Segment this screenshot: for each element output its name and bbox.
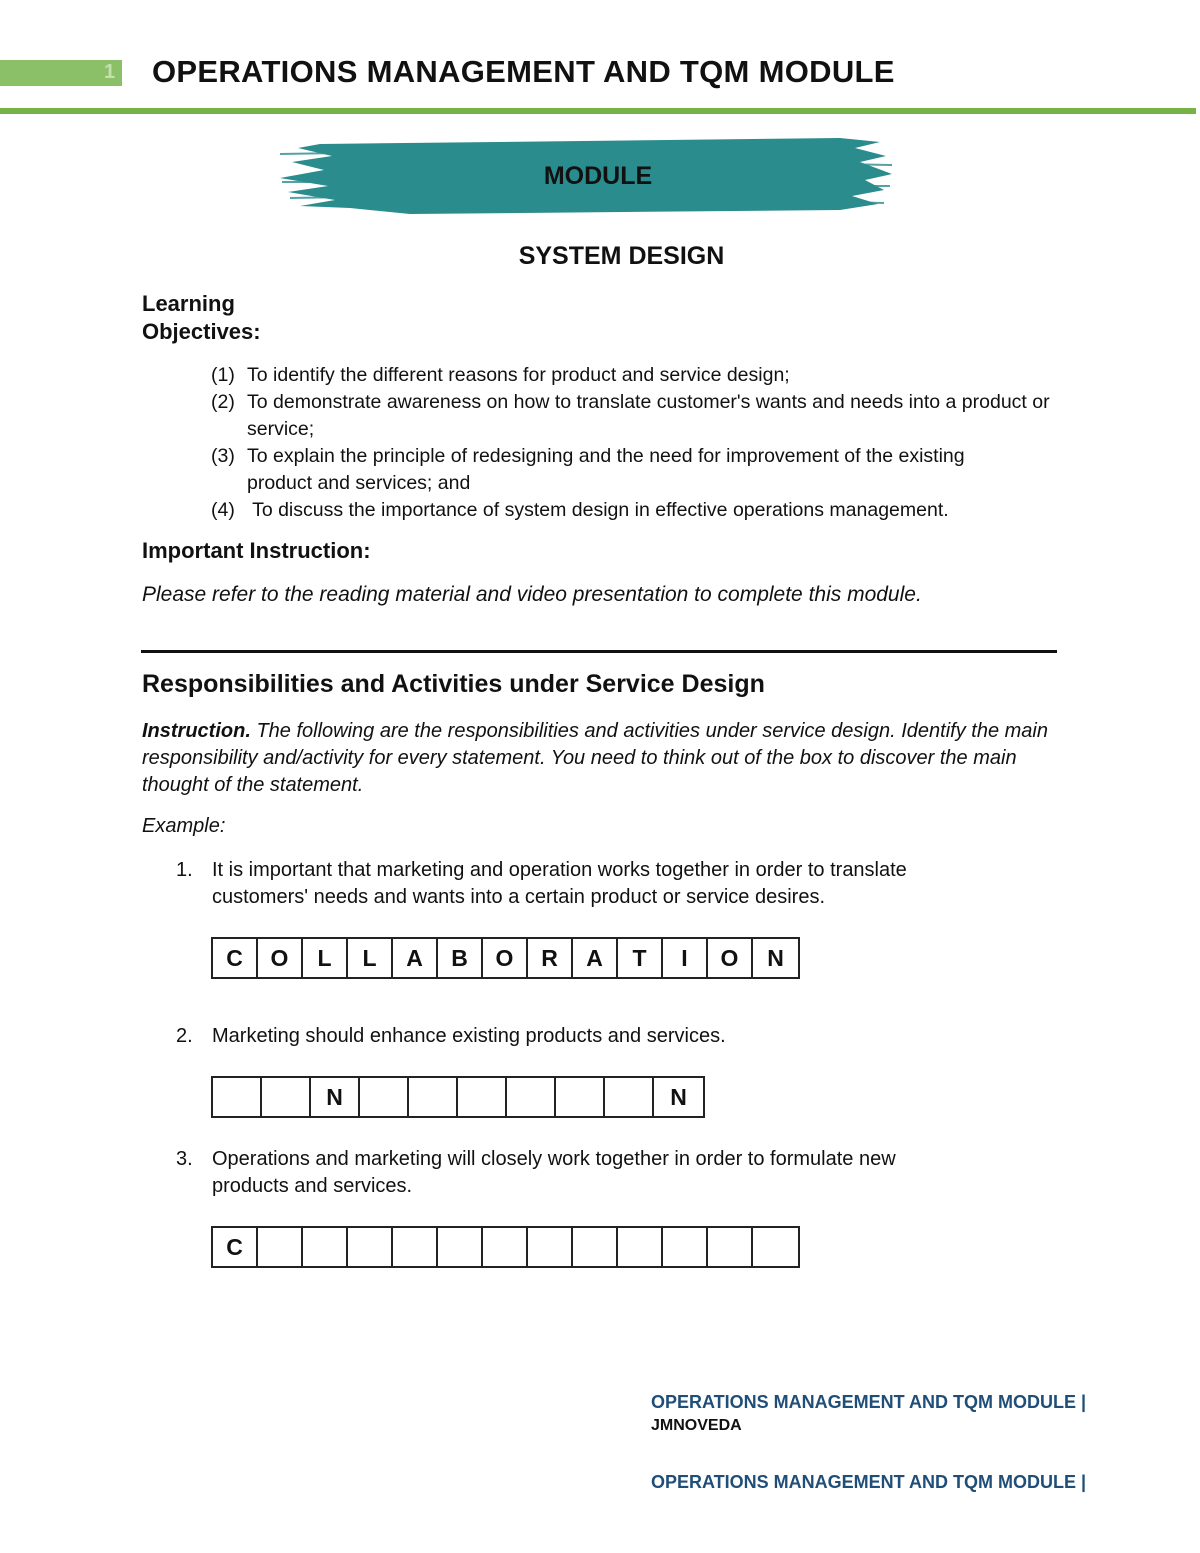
answer-cell[interactable] [663, 1228, 708, 1266]
example-label: Example: [142, 815, 226, 837]
answer-grid-2 [211, 1076, 705, 1118]
question-number: 1. [176, 859, 193, 881]
answer-cell[interactable]: L [348, 939, 393, 977]
section-divider [141, 650, 1057, 653]
answer-cell[interactable] [303, 1228, 348, 1266]
answer-cell[interactable]: A [573, 939, 618, 977]
answer-cell[interactable] [438, 1228, 483, 1266]
objective-number: (2) [211, 391, 235, 413]
question-2 [176, 1023, 976, 1050]
answer-cell[interactable]: R [528, 939, 573, 977]
objective-item [211, 362, 1051, 389]
objective-text: To discuss the importance of system design in effective operations management. [247, 499, 949, 521]
answer-cell[interactable]: C [213, 939, 258, 977]
answer-cell[interactable] [458, 1078, 507, 1116]
answer-cell[interactable] [605, 1078, 654, 1116]
answer-cell[interactable]: I [663, 939, 708, 977]
objective-number: (3) [211, 445, 235, 467]
module-banner-label: MODULE [543, 162, 653, 190]
answer-cell[interactable]: L [303, 939, 348, 977]
question-text: It is important that marketing and operation works together in order to translate customers' needs and wants into a certain product or service desires. [212, 859, 907, 908]
important-instruction-heading: Important Instruction: [142, 538, 371, 563]
question-text: Operations and marketing will closely work together in order to formulate new products and services. [212, 1148, 896, 1197]
answer-cell[interactable] [262, 1078, 311, 1116]
header-title: OPERATIONS MANAGEMENT AND TQM MODULE [152, 54, 895, 89]
answer-cell[interactable]: O [483, 939, 528, 977]
objective-item [211, 389, 1051, 443]
answer-cell[interactable]: T [618, 939, 663, 977]
footer-module-title-2: OPERATIONS MANAGEMENT AND TQM MODULE | [651, 1472, 1087, 1492]
objectives-list [211, 362, 1051, 524]
objective-item [211, 443, 1051, 497]
answer-cell[interactable] [507, 1078, 556, 1116]
answer-cell[interactable]: A [393, 939, 438, 977]
answer-cell[interactable] [708, 1228, 753, 1266]
objective-text: To identify the different reasons for product and service design; [247, 364, 790, 386]
important-instruction-text: Please refer to the reading material and video presentation to complete this module. [142, 583, 922, 606]
question-1 [176, 857, 976, 911]
answer-cell[interactable]: N [670, 1083, 687, 1110]
answer-cell[interactable]: O [708, 939, 753, 977]
objective-text: To explain the principle of redesigning and the need for improvement of the existing product and services; and [247, 445, 965, 494]
question-3 [176, 1146, 976, 1200]
answer-grid-1 [211, 937, 800, 979]
answer-cell[interactable] [360, 1078, 409, 1116]
answer-grid-3 [211, 1226, 800, 1268]
footer-module-title: OPERATIONS MANAGEMENT AND TQM MODULE | [651, 1392, 1087, 1412]
answer-cell[interactable]: N [767, 944, 784, 971]
answer-cell[interactable] [409, 1078, 458, 1116]
answer-cell[interactable]: N [311, 1078, 360, 1116]
page-number: 1 [104, 61, 116, 83]
objective-item [211, 497, 1051, 524]
answer-cell[interactable] [528, 1228, 573, 1266]
answer-cell[interactable]: B [438, 939, 483, 977]
objective-text: To demonstrate awareness on how to translate customer's wants and needs into a product or service; [247, 391, 1050, 440]
answer-cell[interactable] [483, 1228, 528, 1266]
answer-cell[interactable]: C [213, 1228, 258, 1266]
instruction-paragraph [142, 718, 1062, 799]
footer-author: JMNOVEDA [651, 1417, 742, 1434]
question-number: 3. [176, 1148, 193, 1170]
answer-cell[interactable] [556, 1078, 605, 1116]
page-title: SYSTEM DESIGN [518, 242, 725, 270]
objective-number: (4) [211, 499, 235, 521]
question-number: 2. [176, 1025, 193, 1047]
answer-cell[interactable] [573, 1228, 618, 1266]
answer-cell[interactable] [348, 1228, 393, 1266]
instruction-label: Instruction. [142, 720, 251, 742]
header-rule [0, 108, 1196, 114]
section-title: Responsibilities and Activities under Service Design [142, 670, 765, 698]
learning-objectives-heading: Learning Objectives: [142, 291, 261, 344]
instruction-text: The following are the responsibilities and activities under service design. Identify the main responsibility and/activity for every statement. You need to think out of the box to discover the main thought of the statement. [142, 720, 1048, 796]
answer-cell[interactable] [618, 1228, 663, 1266]
question-text: Marketing should enhance existing products and services. [212, 1025, 726, 1047]
objective-number: (1) [211, 364, 235, 386]
answer-cell[interactable] [753, 1228, 798, 1266]
answer-cell[interactable] [393, 1228, 438, 1266]
answer-cell[interactable] [258, 1228, 303, 1266]
answer-cell[interactable]: O [258, 939, 303, 977]
answer-cell[interactable] [213, 1078, 262, 1116]
